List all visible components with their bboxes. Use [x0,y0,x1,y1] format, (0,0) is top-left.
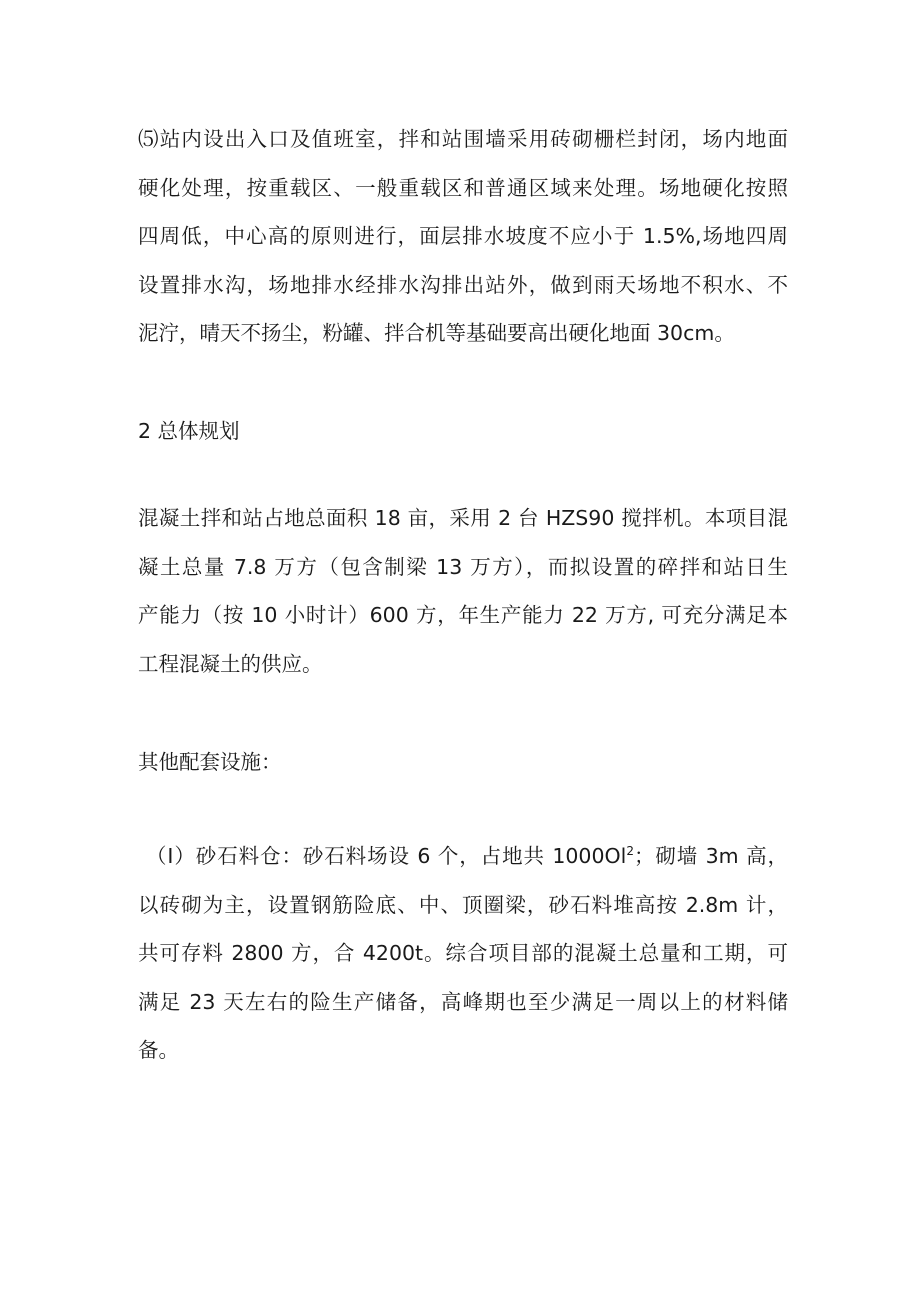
paragraph-line: 产能力（按 10 小时计）600 方，年生产能力 22 万方, 可充分满足本 [138,603,788,627]
paragraph-line: 备。 [138,1038,179,1062]
paragraph-overall-plan [138,494,788,688]
paragraph-line: 泥泞，晴天不扬尘，粉罐、拌合机等基础要高出硬化地面 30cm。 [138,321,735,345]
paragraph-aggregate-bin [138,832,788,1075]
paragraph-line: 以砖砌为主，设置钢筋险底、中、顶圈梁，砂石料堆高按 2.8m 计， [138,892,788,917]
section-heading: 2 总体规划 [138,419,240,443]
line-text: （I）砂石料仓：砂石料场设 6 个，占地共 1000Ol [146,844,627,868]
superscript: 2 [626,844,634,859]
paragraph-line [138,832,788,881]
paragraph-line: 满足 23 天左右的险生产储备，高峰期也至少满足一周以上的材料储 [138,989,788,1014]
paragraph-line: 硬化处理，按重载区、一般重载区和普通区域来处理。场地硬化按照 [138,175,788,200]
paragraph-line: ⑸站内设出入口及值班室，拌和站围墙采用砖砌栅栏封闭，场内地面 [138,127,788,151]
paragraph-line: 凝土总量 7.8 万方（包含制梁 13 万方），而拟设置的碎拌和站日生 [138,554,788,579]
paragraph-line: 设置排水沟，场地排水经排水沟排出站外，做到雨天场地不积水、不 [138,272,788,297]
paragraph-line: 工程混凝土的供应。 [138,651,323,676]
line-text: ；砌墙 3m 高， [633,844,788,868]
paragraph-line: 四周低，中心高的原则进行，面层排水坡度不应小于 1.5%,场地四周 [138,224,788,248]
paragraph-line: 混凝土拌和站占地总面积 18 亩，采用 2 台 HZS90 搅拌机。本项目混 [138,506,788,530]
paragraph-site-layout [138,115,788,358]
subsection-heading: 其他配套设施： [138,750,282,774]
paragraph-line: 共可存料 2800 方，合 4200t。综合项目部的混凝土总量和工期，可 [138,941,788,965]
